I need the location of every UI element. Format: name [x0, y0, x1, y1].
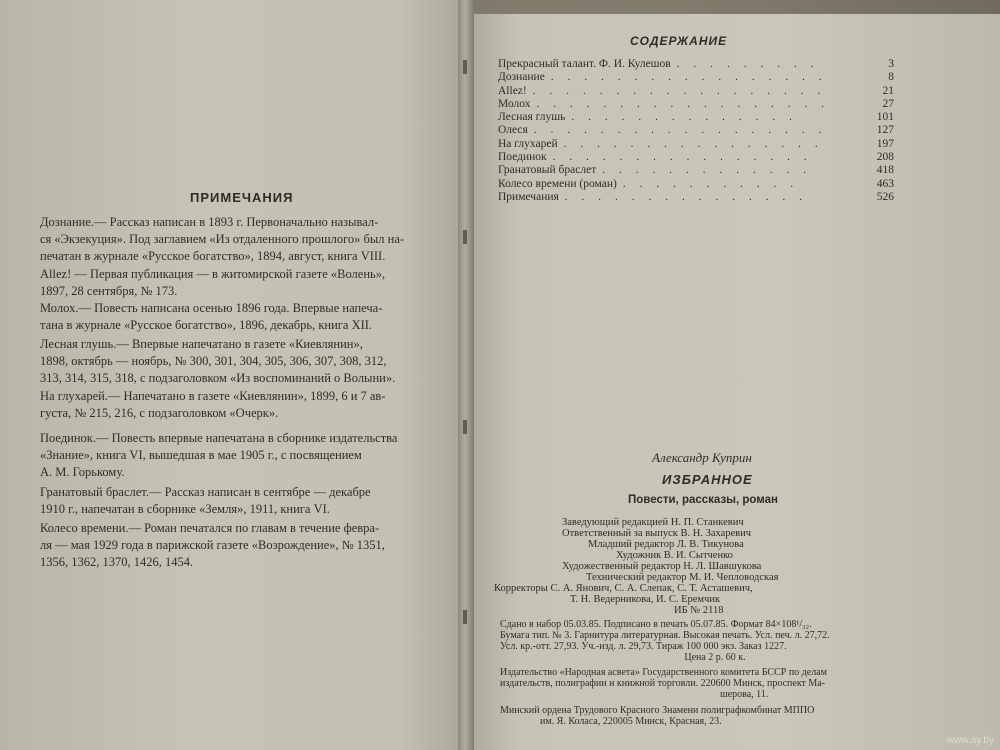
author-name: Александр Куприн	[652, 450, 752, 465]
note-allez: Allez! — Первая публикация — в житомирской газете «Волень», 1897, 28 сентября, № 173.	[40, 267, 386, 298]
toc-item: Поединок ................ 208	[498, 151, 894, 164]
leader-dots: .........	[676, 58, 828, 70]
leader-dots: ..................	[536, 97, 838, 110]
book-title: ИЗБРАННОЕ	[662, 472, 753, 487]
toc-item: Гранатовый браслет ............. 418	[498, 164, 894, 177]
binding-stitch	[463, 60, 467, 74]
editorial-staff: Заведующий редакцией Н. П. Станкевич Ответственный за выпуск В. Н. Захаревич Младший редактор Л. В. Тикунова Художник В. И. Сытченко Художественный редактор Н. Л. Шавшукова Технический редактор М. И. Чепловодская Корректоры С. А. Янович, С. А. Слепак, С. Т. Асташевич, Т. Н. Ведерникова, И. С. Еремчик	[494, 517, 779, 605]
book-subtitle: Повести, рассказы, роман	[628, 494, 778, 506]
book-spine	[458, 0, 474, 750]
watermark: www.ay.by	[946, 735, 994, 746]
notes-title: ПРИМЕЧАНИЯ	[190, 190, 294, 205]
leader-dots: .............	[602, 164, 820, 177]
binding-stitch	[463, 230, 467, 244]
leader-dots: ..................	[532, 84, 835, 97]
note-na-glukharey: На глухарей.— Напечатано в газете «Киевлянин», 1899, 6 и 7 ав- густа, № 215, 216, с подзаголовком «Очерк».	[40, 389, 386, 420]
publisher-info: Издательство «Народная асвета» Государственного комитета БССР по делам издательств, полиграфии и книжной торговли. 220600 Минск, проспект Ма- шерова, 11.	[500, 667, 827, 700]
toc-item: Олеся .................. 127	[498, 124, 894, 137]
binding-stitch	[463, 610, 467, 624]
binding-stitch	[463, 420, 467, 434]
toc-item: На глухарей ................ 197	[498, 137, 894, 150]
note-doznanie: Дознание.— Рассказ написан в 1893 г. Первоначально называл- ся «Экзекуция». Под заглавием «Из отдаленного прошлого» был на- печатан в журнале «Русское богатство», 1894, август, книга VIII.	[40, 215, 405, 263]
leader-dots: ..............	[571, 111, 806, 124]
toc-item: Дознание ................. 8	[498, 71, 894, 84]
ib-number: ИБ № 2118	[674, 605, 724, 616]
right-page	[466, 14, 1000, 750]
toc-item: Лесная глушь .............. 101	[498, 111, 894, 124]
note-molokh: Молох.— Повесть написана осенью 1896 года. Впервые напеча- тана в журнале «Русское богатство», 1896, декабрь, книга XII.	[40, 301, 383, 332]
note-poedinok: Поединок.— Повесть впервые напечатана в сборнике издательства «Знание», книга VI, вышедшая в мае 1905 г., с посвящением А. М. Горькому.	[40, 431, 398, 479]
leader-dots: ................	[552, 151, 821, 164]
note-lesnaya-glush: Лесная глушь.— Впервые напечатано в газете «Киевлянин», 1898, октябрь — ноябрь, № 300, 301, 304, 305, 306, 307, 308, 312, 313, 314, 315, 318, с подзаголовком «Из воспоминаний о Волыни».	[40, 337, 396, 385]
toc-item: Молох .................. 27	[498, 97, 894, 110]
table-of-contents	[498, 58, 894, 204]
toc-item: Прекрасный талант. Ф. И. Кулешов ......... 3	[498, 58, 894, 70]
leader-dots: ..................	[533, 124, 836, 137]
leader-dots: ...............	[564, 190, 817, 203]
left-page	[0, 0, 468, 750]
toc-item: Allez! .................. 21	[498, 84, 894, 97]
leader-dots: ...........	[622, 177, 808, 190]
note-koleso-vremeni: Колесо времени.— Роман печатался по главам в течение февра- ля — мая 1929 года в парижской газете «Возрождение», № 1351, 1356, 1362, 1370, 1426, 1454.	[40, 521, 385, 569]
toc-item: Примечания ............... 526	[498, 190, 894, 203]
leader-dots: ................	[563, 137, 832, 150]
leader-dots: .................	[550, 71, 836, 84]
print-details: Сдано в набор 05.03.85. Подписано в печать 05.07.85. Формат 84×108¹/₃₂. Бумага тип. № 3. Гарнитура литературная. Высокая печать. Усл. печ. л. 27,72. Усл. кр.-отт. 27,93. Уч.-изд. л. 29,73. Тираж 100 000 экз. Заказ 1227. Цена 2 р. 60 к.	[500, 619, 830, 663]
toc-item: Колесо времени (роман) ........... 463	[498, 177, 894, 190]
note-granatoviy-braslet: Гранатовый браслет.— Рассказ написан в сентябре — декабре 1910 г., напечатан в сборнике «Земля», 1911, книга VI.	[40, 485, 371, 516]
printer-info: Минский ордена Трудового Красного Знамени полиграфкомбинат МППО им. Я. Коласа, 220005 Минск, Красная, 23.	[500, 705, 815, 727]
toc-title: СОДЕРЖАНИЕ	[630, 34, 728, 48]
